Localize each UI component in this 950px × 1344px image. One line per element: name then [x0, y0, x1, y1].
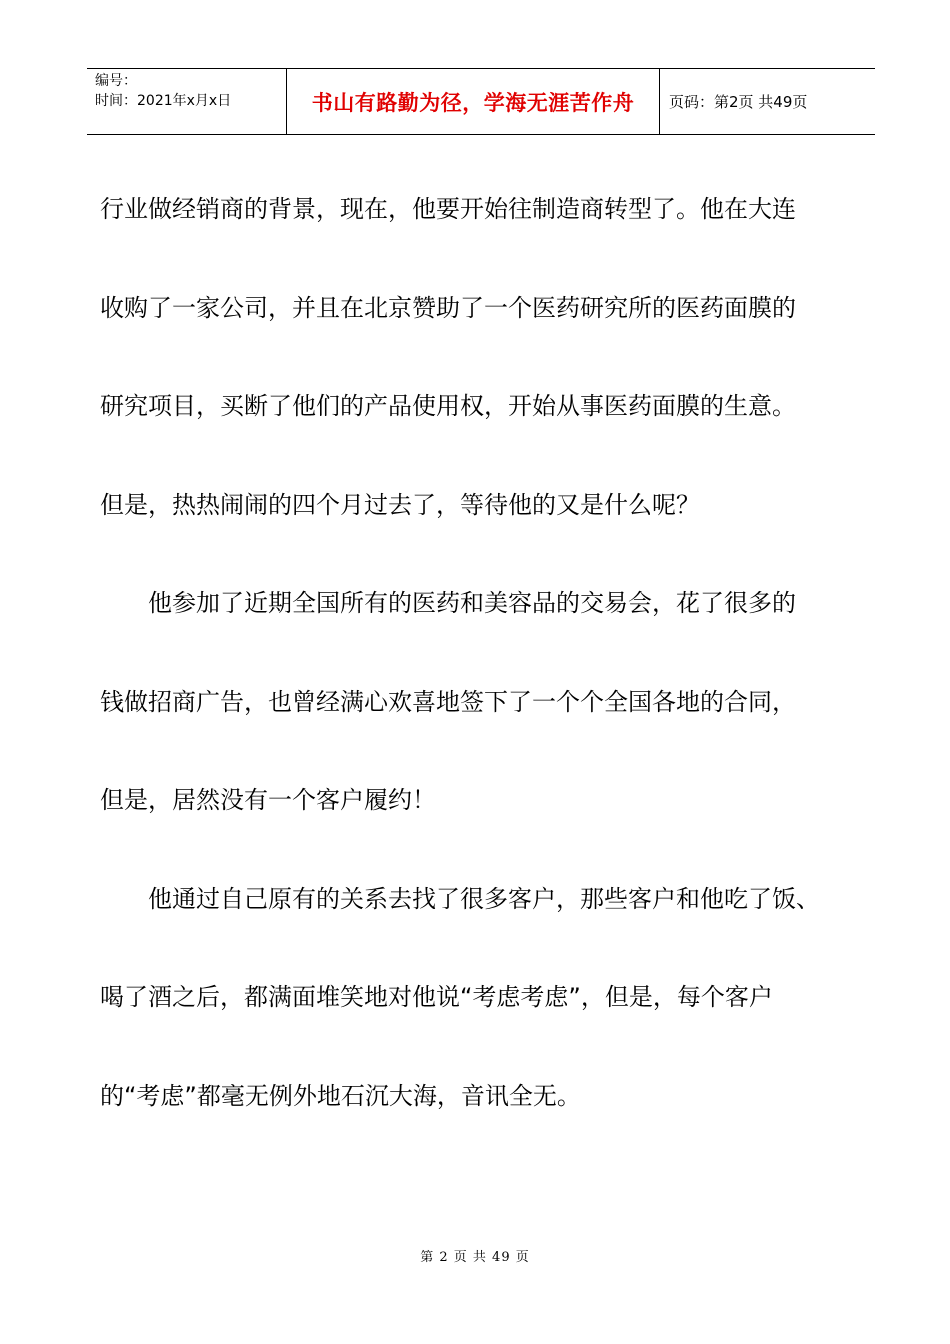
body-line: 喝了酒之后，都满面堆笑地对他说“考虑考虑”，但是，每个客户	[100, 983, 773, 1011]
page-footer: 第 2 页 共 49 页	[420, 1250, 530, 1265]
page-header	[87, 68, 875, 135]
header-meta-cell	[87, 69, 287, 134]
body-line: 但是，热热闹闹的四个月过去了，等待他的又是什么呢？	[100, 490, 700, 519]
body-line: 的“考虑”都毫无例外地石沉大海，音讯全无。	[100, 1081, 581, 1110]
header-page-info: 页码：第2页 共49页	[669, 93, 808, 111]
body-line: 研究项目，买断了他们的产品使用权，开始从事医药面膜的生意。	[100, 392, 796, 420]
body-line: 他通过自己原有的关系去找了很多客户，那些客户和他吃了饭、	[148, 884, 820, 913]
date-label: 时间：2021年x月x日	[95, 93, 232, 109]
body-line: 钱做招商广告，也曾经满心欢喜地签下了一个个全国各地的合同，	[100, 687, 796, 716]
header-motto: 书山有路勤为径，学海无涯苦作舟	[287, 69, 660, 134]
document-body	[100, 160, 860, 1145]
body-line: 他参加了近期全国所有的医药和美容品的交易会，花了很多的	[148, 589, 796, 617]
body-line: 行业做经销商的背景，现在，他要开始往制造商转型了。他在大连	[100, 195, 796, 223]
body-line: 但是，居然没有一个客户履约！	[100, 786, 436, 814]
body-line: 收购了一家公司，并且在北京赞助了一个医药研究所的医药面膜的	[100, 293, 796, 322]
serial-label: 编号：	[95, 73, 137, 89]
